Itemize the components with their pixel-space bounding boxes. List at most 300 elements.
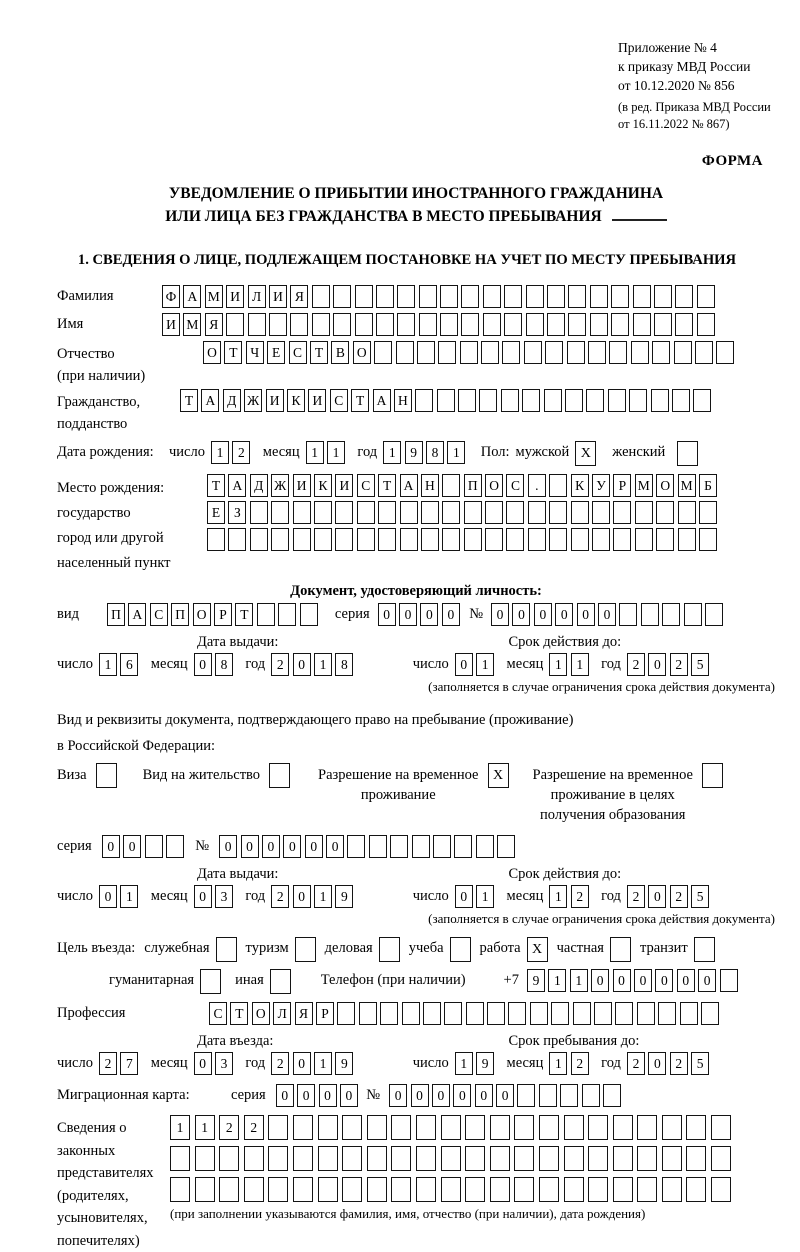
char-box[interactable] [504,285,522,308]
char-box[interactable] [416,1177,436,1202]
char-box[interactable] [244,1177,264,1202]
char-box[interactable] [465,1115,485,1140]
char-box[interactable] [228,528,246,551]
char-box[interactable] [564,1146,584,1171]
char-box[interactable] [549,474,567,497]
char-box[interactable] [421,528,439,551]
char-box[interactable] [166,835,184,858]
residence-permit-checkbox[interactable] [269,763,290,788]
date-digit-box[interactable]: 2 [627,1052,645,1075]
char-box[interactable] [547,285,565,308]
char-box[interactable] [545,341,563,364]
char-box[interactable]: 0 [698,969,716,992]
char-box[interactable] [684,603,702,626]
date-digit-box[interactable]: 1 [571,653,589,676]
char-box[interactable] [678,528,696,551]
char-box[interactable]: С [506,474,524,497]
char-box[interactable] [613,1115,633,1140]
char-box[interactable]: С [150,603,168,626]
purpose-business-checkbox[interactable] [379,937,400,962]
char-box[interactable] [244,1146,264,1171]
char-box[interactable] [613,528,631,551]
char-box[interactable] [312,313,330,336]
char-box[interactable] [347,835,365,858]
char-box[interactable] [686,1177,706,1202]
char-box[interactable]: А [228,474,246,497]
char-box[interactable]: 0 [677,969,695,992]
char-box[interactable]: 1 [570,969,588,992]
date-digit-box[interactable]: 1 [549,885,567,908]
char-box[interactable] [465,1177,485,1202]
char-box[interactable]: С [289,341,307,364]
char-box[interactable]: 0 [591,969,609,992]
char-box[interactable] [380,1002,398,1025]
purpose-study-checkbox[interactable] [450,937,471,962]
date-digit-box[interactable]: 1 [327,441,345,464]
char-box[interactable] [481,341,499,364]
char-box[interactable] [508,1002,526,1025]
date-digit-box[interactable]: 1 [314,1052,332,1075]
char-box[interactable]: 0 [378,603,396,626]
char-box[interactable]: С [357,474,375,497]
char-box[interactable]: О [656,474,674,497]
char-box[interactable] [314,501,332,524]
char-box[interactable]: Р [613,474,631,497]
char-box[interactable]: И [226,285,244,308]
char-box[interactable] [318,1177,338,1202]
char-box[interactable]: 0 [420,603,438,626]
date-digit-box[interactable]: 2 [670,653,688,676]
char-box[interactable] [678,501,696,524]
char-box[interactable]: 1 [170,1115,190,1140]
visa-checkbox[interactable] [96,763,117,788]
char-box[interactable] [686,1146,706,1171]
char-box[interactable] [390,835,408,858]
char-box[interactable] [637,1002,655,1025]
date-digit-box[interactable]: 0 [194,885,212,908]
char-box[interactable] [586,389,604,412]
char-box[interactable]: Ф [162,285,180,308]
char-box[interactable] [441,1146,461,1171]
purpose-private-checkbox[interactable] [610,937,631,962]
char-box[interactable] [544,389,562,412]
char-box[interactable]: 0 [598,603,616,626]
date-digit-box[interactable]: 1 [120,885,138,908]
char-box[interactable] [502,341,520,364]
char-box[interactable] [720,969,738,992]
purpose-official-checkbox[interactable] [216,937,237,962]
char-box[interactable] [314,528,332,551]
char-box[interactable] [588,1177,608,1202]
char-box[interactable] [699,501,717,524]
char-box[interactable] [400,501,418,524]
char-box[interactable] [396,341,414,364]
char-box[interactable]: Т [351,389,369,412]
char-box[interactable]: О [193,603,211,626]
char-box[interactable] [588,1146,608,1171]
date-digit-box[interactable]: 2 [271,885,289,908]
char-box[interactable]: 0 [655,969,673,992]
date-digit-box[interactable]: 0 [648,653,666,676]
char-box[interactable]: Я [290,285,308,308]
char-box[interactable] [466,1002,484,1025]
char-box[interactable]: 0 [613,969,631,992]
date-digit-box[interactable]: 1 [476,885,494,908]
date-digit-box[interactable]: 9 [335,885,353,908]
char-box[interactable] [268,1146,288,1171]
char-box[interactable] [268,1115,288,1140]
date-digit-box[interactable]: 0 [293,1052,311,1075]
char-box[interactable] [442,528,460,551]
date-digit-box[interactable]: 1 [455,1052,473,1075]
char-box[interactable] [567,341,585,364]
char-box[interactable] [672,389,690,412]
char-box[interactable] [464,501,482,524]
char-box[interactable]: 2 [244,1115,264,1140]
char-box[interactable]: Д [250,474,268,497]
char-box[interactable]: 0 [512,603,530,626]
char-box[interactable]: И [269,285,287,308]
char-box[interactable]: П [171,603,189,626]
char-box[interactable]: Т [378,474,396,497]
char-box[interactable] [637,1177,657,1202]
char-box[interactable]: 0 [123,835,141,858]
char-box[interactable] [145,835,163,858]
char-box[interactable] [526,285,544,308]
char-box[interactable]: 0 [319,1084,337,1107]
date-digit-box[interactable]: 1 [99,653,117,676]
char-box[interactable]: 0 [634,969,652,992]
char-box[interactable] [615,1002,633,1025]
char-box[interactable] [528,528,546,551]
char-box[interactable] [633,285,651,308]
char-box[interactable] [539,1115,559,1140]
char-box[interactable] [442,474,460,497]
char-box[interactable] [441,1177,461,1202]
char-box[interactable] [454,835,472,858]
char-box[interactable] [376,313,394,336]
date-digit-box[interactable]: 2 [627,653,645,676]
char-box[interactable] [656,528,674,551]
date-digit-box[interactable]: 0 [293,653,311,676]
char-box[interactable]: М [183,313,201,336]
char-box[interactable] [514,1177,534,1202]
char-box[interactable]: О [252,1002,270,1025]
char-box[interactable] [551,1002,569,1025]
char-box[interactable]: Р [214,603,232,626]
char-box[interactable]: И [308,389,326,412]
char-box[interactable]: 0 [442,603,460,626]
char-box[interactable] [701,1002,719,1025]
char-box[interactable] [378,528,396,551]
char-box[interactable] [675,313,693,336]
char-box[interactable] [290,313,308,336]
char-box[interactable] [594,1002,612,1025]
char-box[interactable] [641,603,659,626]
char-box[interactable]: 0 [432,1084,450,1107]
char-box[interactable] [465,1146,485,1171]
char-box[interactable]: К [287,389,305,412]
date-digit-box[interactable]: 8 [335,653,353,676]
char-box[interactable] [271,501,289,524]
char-box[interactable]: М [205,285,223,308]
char-box[interactable] [490,1115,510,1140]
char-box[interactable] [335,501,353,524]
char-box[interactable] [207,528,225,551]
char-box[interactable] [501,389,519,412]
char-box[interactable] [697,285,715,308]
sex-male-checkbox[interactable]: X [575,441,596,466]
char-box[interactable]: 2 [219,1115,239,1140]
char-box[interactable] [547,313,565,336]
char-box[interactable] [250,501,268,524]
char-box[interactable] [293,528,311,551]
char-box[interactable]: 0 [496,1084,514,1107]
char-box[interactable] [293,501,311,524]
char-box[interactable] [464,528,482,551]
char-box[interactable]: 0 [534,603,552,626]
char-box[interactable]: А [183,285,201,308]
char-box[interactable]: К [571,474,589,497]
char-box[interactable] [391,1146,411,1171]
char-box[interactable] [441,1115,461,1140]
date-digit-box[interactable]: 0 [455,885,473,908]
char-box[interactable] [582,1084,600,1107]
char-box[interactable] [355,285,373,308]
char-box[interactable] [195,1177,215,1202]
char-box[interactable] [590,285,608,308]
char-box[interactable]: П [464,474,482,497]
char-box[interactable] [674,341,692,364]
char-box[interactable]: Л [273,1002,291,1025]
char-box[interactable] [195,1146,215,1171]
date-digit-box[interactable]: 1 [447,441,465,464]
char-box[interactable] [417,341,435,364]
char-box[interactable] [226,313,244,336]
char-box[interactable] [603,1084,621,1107]
char-box[interactable] [416,1146,436,1171]
char-box[interactable]: Т [235,603,253,626]
char-box[interactable]: И [162,313,180,336]
char-box[interactable] [631,341,649,364]
char-box[interactable] [571,501,589,524]
date-digit-box[interactable]: 0 [99,885,117,908]
char-box[interactable]: 0 [262,835,280,858]
char-box[interactable] [333,313,351,336]
char-box[interactable]: Р [316,1002,334,1025]
char-box[interactable] [564,1177,584,1202]
char-box[interactable] [662,1177,682,1202]
char-box[interactable] [219,1177,239,1202]
char-box[interactable] [697,313,715,336]
char-box[interactable] [635,501,653,524]
char-box[interactable]: Ж [271,474,289,497]
char-box[interactable] [539,1177,559,1202]
char-box[interactable] [461,313,479,336]
char-box[interactable]: 0 [102,835,120,858]
char-box[interactable] [613,501,631,524]
char-box[interactable] [483,285,501,308]
char-box[interactable] [367,1177,387,1202]
char-box[interactable] [662,1146,682,1171]
char-box[interactable] [342,1177,362,1202]
char-box[interactable]: 0 [399,603,417,626]
date-digit-box[interactable]: 1 [314,653,332,676]
char-box[interactable] [440,285,458,308]
date-digit-box[interactable]: 9 [335,1052,353,1075]
char-box[interactable] [355,313,373,336]
char-box[interactable] [250,528,268,551]
char-box[interactable] [565,389,583,412]
date-digit-box[interactable]: 5 [691,1052,709,1075]
char-box[interactable]: Д [223,389,241,412]
char-box[interactable]: 0 [326,835,344,858]
char-box[interactable] [268,1177,288,1202]
char-box[interactable] [506,528,524,551]
char-box[interactable] [711,1115,731,1140]
char-box[interactable] [608,389,626,412]
date-digit-box[interactable]: 0 [648,885,666,908]
char-box[interactable] [611,313,629,336]
char-box[interactable] [497,835,515,858]
date-digit-box[interactable]: 1 [476,653,494,676]
char-box[interactable] [652,341,670,364]
char-box[interactable] [369,835,387,858]
char-box[interactable] [423,1002,441,1025]
date-digit-box[interactable]: 5 [691,885,709,908]
char-box[interactable] [686,1115,706,1140]
char-box[interactable]: М [678,474,696,497]
char-box[interactable] [479,389,497,412]
char-box[interactable] [571,528,589,551]
char-box[interactable]: В [331,341,349,364]
date-digit-box[interactable]: 0 [648,1052,666,1075]
char-box[interactable] [367,1115,387,1140]
char-box[interactable] [528,501,546,524]
char-box[interactable] [440,313,458,336]
char-box[interactable] [458,389,476,412]
char-box[interactable] [633,313,651,336]
date-digit-box[interactable]: 1 [306,441,324,464]
char-box[interactable]: 0 [453,1084,471,1107]
char-box[interactable] [654,313,672,336]
char-box[interactable] [397,285,415,308]
char-box[interactable] [248,313,266,336]
char-box[interactable]: А [128,603,146,626]
date-digit-box[interactable]: 1 [211,441,229,464]
char-box[interactable] [517,1084,535,1107]
char-box[interactable] [619,603,637,626]
date-digit-box[interactable]: 1 [314,885,332,908]
sex-female-checkbox[interactable] [677,441,698,466]
char-box[interactable] [278,603,296,626]
char-box[interactable] [376,285,394,308]
date-digit-box[interactable]: 2 [627,885,645,908]
char-box[interactable]: О [485,474,503,497]
char-box[interactable] [269,313,287,336]
char-box[interactable] [293,1177,313,1202]
char-box[interactable] [656,501,674,524]
char-box[interactable] [568,285,586,308]
date-digit-box[interactable]: 3 [215,885,233,908]
temp-residence-checkbox[interactable]: X [488,763,509,788]
char-box[interactable] [524,341,542,364]
char-box[interactable]: 0 [283,835,301,858]
char-box[interactable] [357,501,375,524]
purpose-transit-checkbox[interactable] [694,937,715,962]
char-box[interactable] [592,501,610,524]
date-digit-box[interactable]: 1 [549,1052,567,1075]
date-digit-box[interactable]: 2 [670,885,688,908]
char-box[interactable]: Т [224,341,242,364]
char-box[interactable] [526,313,544,336]
char-box[interactable]: О [203,341,221,364]
char-box[interactable] [651,389,669,412]
char-box[interactable]: С [209,1002,227,1025]
char-box[interactable]: Н [394,389,412,412]
char-box[interactable]: Я [205,313,223,336]
char-box[interactable] [400,528,418,551]
char-box[interactable]: 0 [475,1084,493,1107]
char-box[interactable]: Ч [246,341,264,364]
char-box[interactable] [699,528,717,551]
char-box[interactable] [592,528,610,551]
char-box[interactable] [412,835,430,858]
date-digit-box[interactable]: 2 [571,1052,589,1075]
purpose-work-checkbox[interactable]: X [527,937,548,962]
char-box[interactable] [318,1146,338,1171]
char-box[interactable] [590,313,608,336]
char-box[interactable] [170,1146,190,1171]
char-box[interactable] [485,528,503,551]
char-box[interactable] [433,835,451,858]
char-box[interactable] [170,1177,190,1202]
char-box[interactable] [613,1177,633,1202]
char-box[interactable]: 0 [389,1084,407,1107]
char-box[interactable]: 0 [241,835,259,858]
char-box[interactable] [487,1002,505,1025]
date-digit-box[interactable]: 6 [120,653,138,676]
char-box[interactable] [658,1002,676,1025]
date-digit-box[interactable]: 1 [549,653,567,676]
char-box[interactable] [335,528,353,551]
char-box[interactable] [378,501,396,524]
char-box[interactable]: С [330,389,348,412]
temp-residence-education-checkbox[interactable] [702,763,723,788]
date-digit-box[interactable]: 2 [99,1052,117,1075]
char-box[interactable] [662,1115,682,1140]
char-box[interactable] [675,285,693,308]
char-box[interactable] [318,1115,338,1140]
char-box[interactable] [357,528,375,551]
char-box[interactable]: А [201,389,219,412]
char-box[interactable]: О [353,341,371,364]
char-box[interactable]: Е [207,501,225,524]
char-box[interactable]: 0 [276,1084,294,1107]
char-box[interactable] [705,603,723,626]
date-digit-box[interactable]: 8 [215,653,233,676]
char-box[interactable] [367,1146,387,1171]
char-box[interactable] [539,1084,557,1107]
char-box[interactable] [402,1002,420,1025]
char-box[interactable]: Н [421,474,439,497]
char-box[interactable]: И [266,389,284,412]
char-box[interactable]: Т [230,1002,248,1025]
char-box[interactable] [514,1146,534,1171]
char-box[interactable] [573,1002,591,1025]
char-box[interactable] [530,1002,548,1025]
char-box[interactable] [588,1115,608,1140]
